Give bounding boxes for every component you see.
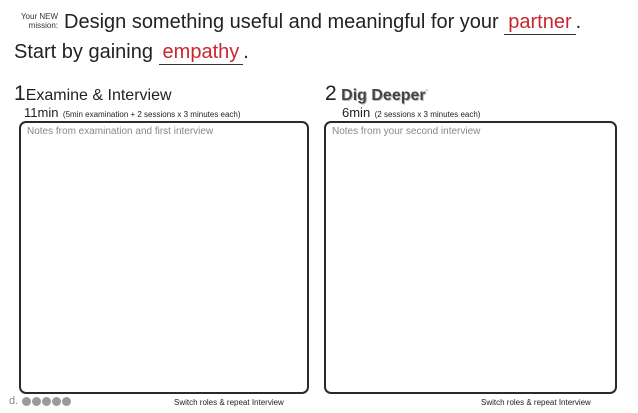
headline-end: . [575, 11, 582, 33]
section2-time-value: 6min [342, 105, 371, 120]
license-icon [62, 397, 71, 406]
dschool-logo [9, 395, 71, 407]
logo-text: d. [9, 395, 19, 407]
section2-number: 2 [325, 82, 337, 105]
section1-heading [14, 82, 172, 106]
section1-footer: Switch roles & repeat Interview [174, 398, 284, 407]
by-icon [32, 397, 41, 406]
nc-icon [42, 397, 51, 406]
section1-time-detail: (5min examination + 2 sessions x 3 minutes each) [62, 110, 241, 119]
headline [64, 11, 581, 34]
section1-number: 1 [14, 82, 26, 105]
section1-time [24, 104, 241, 122]
section2-time-detail: (2 sessions x 3 minutes each) [374, 110, 481, 119]
section2-footer: Switch roles & repeat Interview [481, 398, 591, 407]
subheadline-end: . [243, 41, 249, 63]
section1-box-label: Notes from examination and first interview [27, 126, 214, 137]
section1-notes-box[interactable] [19, 121, 309, 394]
headline-text: Design something useful and meaningful for your [64, 11, 499, 33]
section2-notes-box[interactable] [324, 121, 617, 394]
subheadline-text: Start by gaining [14, 41, 153, 63]
section2-time [342, 104, 480, 122]
section1-time-value: 11min [24, 105, 59, 120]
section2-title-mark: * [425, 89, 428, 96]
subheadline [14, 41, 249, 64]
empathy-word: empathy [159, 41, 244, 65]
partner-word: partner [504, 11, 575, 35]
mission-label: Your NEW mission: [20, 12, 58, 30]
sa-icon [52, 397, 61, 406]
section2-title: Dig Deeper [341, 87, 426, 104]
section1-title: Examine & Interview [25, 87, 172, 104]
cc-icon [22, 397, 31, 406]
section2-box-label: Notes from your second interview [332, 126, 481, 137]
section2-heading [325, 82, 428, 106]
